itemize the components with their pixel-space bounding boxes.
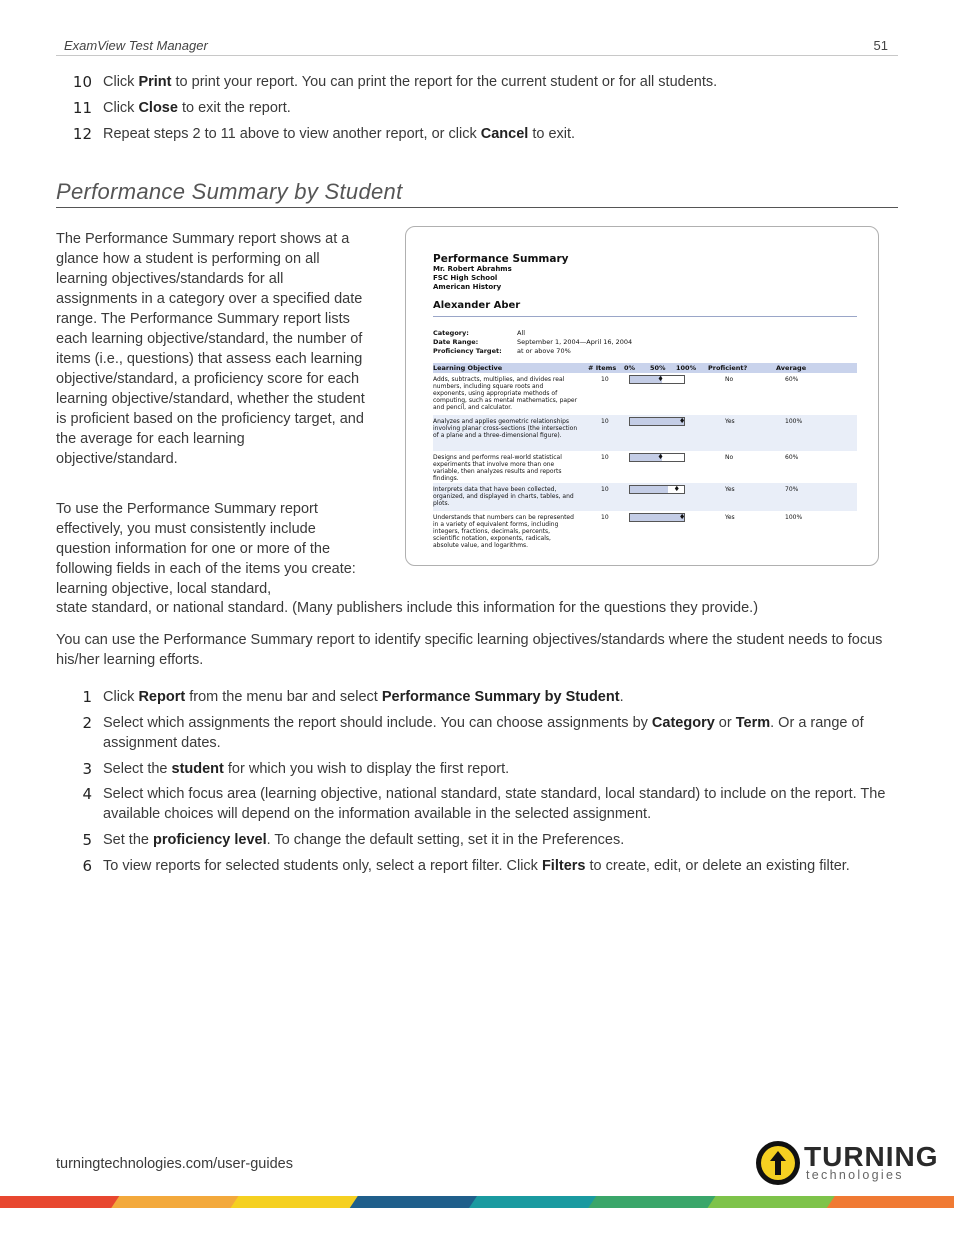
- proficiency-marker-icon: ♦: [657, 375, 664, 383]
- step-item: 4 Select which focus area (learning objective, national standard, state standard, local standard) to include on the report. The available choices will depend on the information available in the selected assignment.: [56, 784, 898, 830]
- step-item: 2 Select which assignments the report should include. You can choose assignments by Category or Term. Or a range of assignment dates.: [56, 713, 898, 759]
- steps-continued-list: [56, 72, 898, 150]
- average-cell: 100%: [785, 418, 803, 425]
- report-student-name: Alexander Aber: [433, 300, 857, 317]
- stripe-segment: [708, 1196, 843, 1208]
- ui-term: Performance Summary by Student: [381, 689, 620, 705]
- objective-cell: Designs and performs real-world statistical experiments that involve more than one variable, then analyzes results and reports findings.: [433, 454, 562, 482]
- proficiency-marker-icon: ♦: [679, 417, 686, 425]
- report-course: American History: [433, 283, 502, 291]
- items-cell: 10: [601, 454, 609, 461]
- report-table-row: [433, 511, 857, 553]
- step-item: 5 Set the proficiency level. To change the default setting, set it in the Preferences.: [56, 830, 898, 856]
- ui-term: Close: [138, 100, 178, 116]
- items-cell: 10: [601, 376, 609, 383]
- stripe-segment: [350, 1196, 485, 1208]
- report-table-row: [433, 415, 857, 451]
- procedure-steps-list: [56, 687, 898, 882]
- step-number: 11: [72, 99, 92, 117]
- proficient-cell: No: [725, 454, 734, 461]
- proficiency-marker-icon: ♦: [657, 453, 664, 461]
- proficient-cell: Yes: [725, 514, 735, 521]
- objective-cell: Analyzes and applies geometric relationships involving planar cross-sections (the intersection of a plane and a three-dimensional figure).: [433, 418, 578, 439]
- logo-word-bottom: technologies: [806, 1168, 904, 1182]
- items-cell: 10: [601, 486, 609, 493]
- ui-term: proficiency level: [152, 832, 267, 848]
- report-teacher: Mr. Robert Abrahms: [433, 265, 512, 273]
- proficiency-bar-fill: [630, 514, 684, 521]
- step-item: 1 Click Report from the menu bar and select Performance Summary by Student.: [56, 687, 898, 713]
- average-cell: 100%: [785, 514, 803, 521]
- step-item: 3 Select the student for which you wish to display the first report.: [56, 759, 898, 784]
- report-school: FSC High School: [433, 274, 498, 282]
- step-item: 10 Click Print to print your report. You can print the report for the current student or for all students.: [56, 72, 898, 98]
- stripe-segment: [588, 1196, 723, 1208]
- step-number: 10: [72, 73, 92, 91]
- average-cell: 70%: [785, 486, 799, 493]
- proficiency-marker-icon: ♦: [679, 513, 686, 521]
- step-number: 4: [82, 785, 92, 803]
- objective-cell: Adds, subtracts, multiplies, and divides real numbers, including square roots and exponents, using appropriate methods of computing, such as mental mathematics, paper and pencil, and calculator.: [433, 376, 578, 411]
- proficiency-bar-fill: [630, 418, 684, 425]
- ui-term: Report: [138, 689, 186, 705]
- proficiency-bar: [629, 375, 685, 384]
- performance-summary-report-figure: [405, 226, 879, 566]
- average-cell: 60%: [785, 376, 799, 383]
- ui-term: Print: [138, 74, 172, 90]
- report-table-row: [433, 483, 857, 511]
- stripe-segment: [0, 1196, 127, 1208]
- step-number: 1: [82, 688, 92, 706]
- meta-row: Date Range: September 1, 2004—April 16, 2004: [433, 338, 633, 346]
- proficient-cell: No: [725, 376, 734, 383]
- section-title: Performance Summary by Student: [56, 179, 898, 208]
- step-number: 5: [82, 831, 92, 849]
- objective-cell: Understands that numbers can be represented in a variety of equivalent forms, including integers, fractions, decimals, percents, scientific notation, exponents, radicals, absolute value, and logarithms.: [433, 514, 574, 549]
- footer-url[interactable]: turningtechnologies.com/user-guides: [56, 1156, 293, 1172]
- ui-term: student: [171, 761, 224, 777]
- stripe-segment: [111, 1196, 246, 1208]
- report-table-header: Learning Objective # Items 0% 50% 100% Proficient? Average: [433, 363, 857, 373]
- ui-term: Term: [735, 715, 771, 731]
- proficient-cell: Yes: [725, 486, 735, 493]
- items-cell: 10: [601, 514, 609, 521]
- step-number: 6: [82, 857, 92, 875]
- stripe-segment: [469, 1196, 604, 1208]
- logo-word-top: TURNING: [804, 1141, 939, 1172]
- step-number: 12: [72, 125, 92, 143]
- proficiency-bar-fill: [630, 486, 668, 493]
- report-table: [433, 363, 857, 553]
- report-title: Performance Summary: [433, 253, 569, 265]
- focus-paragraph: You can use the Performance Summary report to identify specific learning objectives/standards where the student needs to focus his/her learning efforts.: [56, 632, 883, 668]
- step-item: 6 To view reports for selected students only, select a report filter. Click Filters to create, edit, or delete an existing filter.: [56, 856, 898, 882]
- objective-cell: Interprets data that have been collected, organized, and displayed in charts, tables, and plots.: [433, 486, 574, 507]
- intro-paragraph: The Performance Summary report shows at a glance how a student is performing on all learning objectives/standards for all assignments in a category over a specified date range. The Performance Summary report lists each learning objective/standard, the number of items (i.e., questions) that assess each learning objective/standard, a proficiency score for each learning objective/standard, whether the student is proficient based on the proficiency target, and the average for each learning objective/standard.: [56, 231, 365, 467]
- ui-term: Filters: [541, 858, 586, 874]
- logo-arrow-icon: [756, 1141, 800, 1185]
- step-number: 3: [82, 760, 92, 778]
- usage-paragraph-part1: To use the Performance Summary report effectively, you must consistently include question information for one or more of the following fields in each of the items you create: learning objective, local standard,: [56, 501, 356, 597]
- step-number: 2: [82, 714, 92, 732]
- step-item: 12 Repeat steps 2 to 11 above to view another report, or click Cancel to exit.: [56, 124, 898, 150]
- page-header: [56, 36, 898, 56]
- report-content: [433, 253, 857, 549]
- average-cell: 60%: [785, 454, 799, 461]
- items-cell: 10: [601, 418, 609, 425]
- report-table-body: [433, 373, 857, 553]
- turning-technologies-logo: [756, 1141, 939, 1187]
- proficiency-bar: [629, 513, 685, 522]
- meta-row: Category: All: [433, 329, 526, 337]
- proficiency-marker-icon: ♦: [673, 485, 680, 493]
- stripe-segment: [827, 1196, 954, 1208]
- proficiency-bar: [629, 417, 685, 426]
- proficiency-bar: [629, 453, 685, 462]
- step-item: 11 Click Close to exit the report.: [56, 98, 898, 124]
- document-title: ExamView Test Manager: [64, 38, 208, 53]
- ui-term: Cancel: [480, 126, 529, 142]
- page-number: 51: [873, 38, 888, 53]
- proficiency-bar: [629, 485, 685, 494]
- report-table-row: [433, 373, 857, 415]
- ui-term: Category: [651, 715, 715, 731]
- stripe-segment: [231, 1196, 366, 1208]
- usage-paragraph-part2: state standard, or national standard. (Many publishers include this information for the questions they provide.): [56, 600, 759, 616]
- footer-color-stripe: [0, 1196, 954, 1208]
- proficient-cell: Yes: [725, 418, 735, 425]
- meta-row: Proficiency Target: at or above 70%: [433, 347, 571, 355]
- report-meta: [433, 329, 857, 356]
- report-table-row: [433, 451, 857, 483]
